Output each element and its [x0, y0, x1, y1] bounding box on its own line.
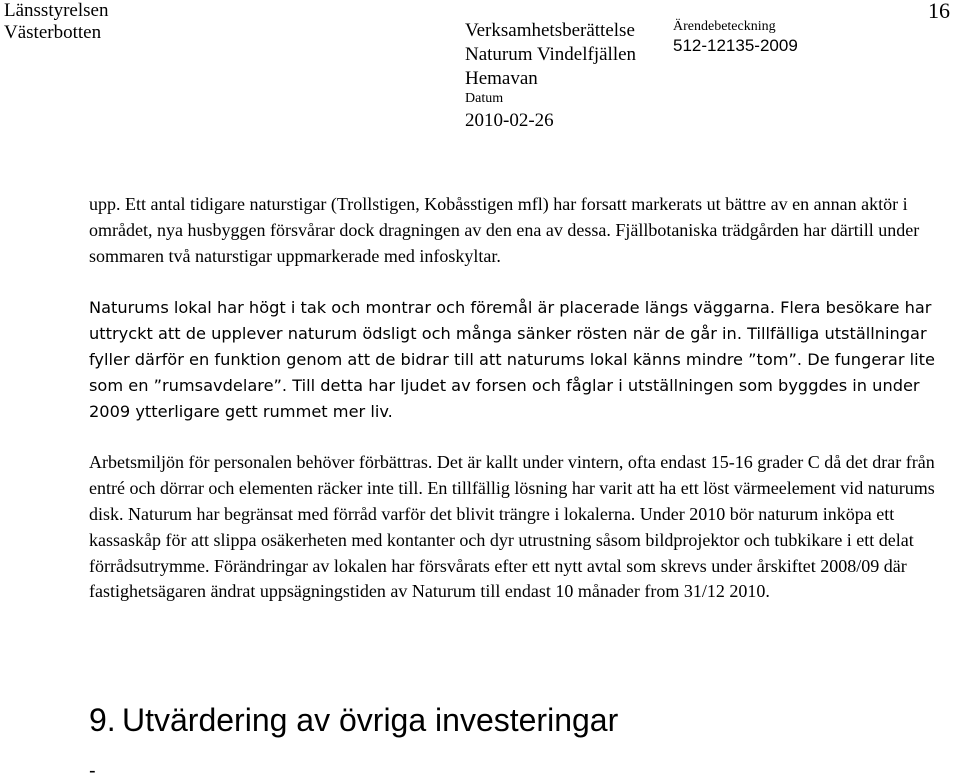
paragraph-3: Arbetsmiljön för personalen behöver förbättras. Det är kallt under vintern, ofta endast 15-16 grader C då det drar från entré och dörrar och elementen räcker inte till. En tillfällig lösning har varit att ha ett löst värmeelement vid naturums disk. Naturum har begränsat med förråd varför det blivit trängre i lokalerna. Under 2010 bör naturum inköpa ett kassaskåp för att slippa osäkerheten med kontanter och dyr utrustning såsom bildprojektor och tubkikare i ett delat förrådsutrymme. Förändringar av lokalen har försvårats efter ett nytt avtal som skrevs under årskiftet 2008/09 där fastighetsägaren ändrat uppsägningstiden av Naturum till endast 10 månader from 31/12 2010. [89, 452, 935, 602]
body-text [89, 192, 953, 605]
case-label: Ärendebeteckning [673, 19, 776, 34]
section-title: Utvärdering av övriga investeringar [122, 702, 619, 738]
org-line-2: Västerbotten [4, 22, 102, 43]
list-bullet: - [89, 760, 96, 782]
page-number: 16 [928, 0, 950, 23]
doc-title-line-3: Hemavan [465, 68, 538, 89]
case-number: 512-12135-2009 [673, 36, 798, 55]
paragraph-1: upp. Ett antal tidigare naturstigar (Trollstigen, Kobåsstigen mfl) har forsatt markerats ut bättre av en annan aktör i området, nya husbyggen försvårar dock dragningen av den ena av dessa. Fjällbotaniska trädgården har därtill under sommaren två naturstigar uppmarkerade med infoskyltar. [89, 194, 920, 266]
org-line-1: Länsstyrelsen [4, 0, 109, 21]
organization-name [4, 0, 108, 44]
date-label: Datum [465, 91, 504, 106]
case-info [673, 19, 798, 57]
section-heading [89, 700, 618, 740]
section-number: 9. [89, 702, 116, 738]
document-info [465, 19, 636, 133]
paragraph-2: Naturums lokal har högt i tak och montrar och föremål är placerade längs väggarna. Flera besökare har uttryckt att de upplever naturum ödsligt och många sänker rösten när de går in. Tillfälliga utställningar fyller därför en funktion genom att de bidrar till att naturums lokal känns mindre ”tom”. De fungerar lite som en ”rumsavdelare”. Till detta har ljudet av forsen och fåglar i utställningen som byggdes in under 2009 ytterligare gett rummet mer liv. [89, 298, 935, 421]
doc-title-line-1: Verksamhetsberättelse [465, 20, 635, 41]
page-header [0, 0, 960, 140]
doc-title-line-2: Naturum Vindelfjällen [465, 44, 637, 65]
date-value: 2010-02-26 [465, 110, 554, 131]
